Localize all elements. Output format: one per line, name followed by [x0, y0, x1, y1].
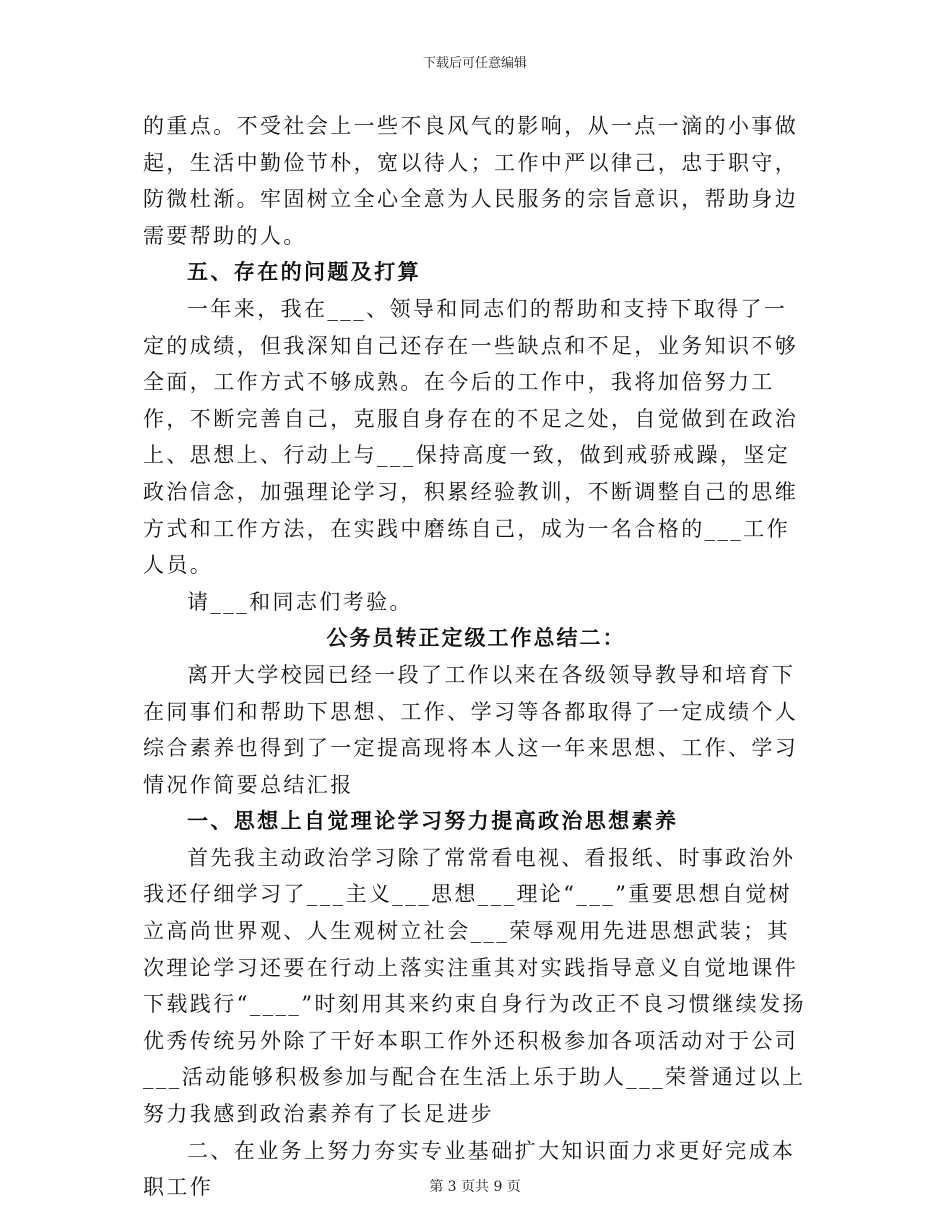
page-footer: 第 3 页共 9 页	[429, 1179, 521, 1195]
document-body	[143, 108, 809, 1206]
section-heading-problems: 五、存在的问题及打算	[187, 260, 421, 285]
document-subtitle: 公务员转正定级工作总结二：	[326, 626, 626, 651]
paragraph-closing: 请___和同志们考验。	[187, 589, 413, 614]
section-heading-business: 二、在业务上努力夯实专业基础扩大知识面力求更好完成本职工作	[143, 1138, 796, 1200]
paragraph-continued: 的重点。不受社会上一些不良风气的影响，从一点一滴的小事做起，生活中勤俭节朴，宽以待人；工作中严以律己，忠于职守，防微杜渐。牢固树立全心全意为人民服务的宗旨意识，帮助身边需要帮助的人。	[143, 114, 799, 248]
section-heading-thought: 一、思想上自觉理论学习努力提高政治思想素养	[187, 809, 679, 834]
paragraph-thought: 首先我主动政治学习除了常常看电视、看报纸、时事政治外我还仔细学习了___主义___思想___理论“___”重要思想自觉树立高尚世界观、人生观树立社会___荣辱观用先进思想武装；其次理论学习还要在行动上落实注重其对实践指导意义自觉地课件下载践行“____”时刻用其来约束自身行为改正不良习惯继续发扬优秀传统另外除了干好本职工作外还积极参加各项活动对于公司___活动能够积极参加与配合在生活上乐于助人___荣誉通过以上努力我感到政治素养有了长足进步	[143, 845, 806, 1127]
paragraph-intro: 离开大学校园已经一段了工作以来在各级领导教导和培育下在同事们和帮助下思想、工作、学习等各都取得了一定成绩个人综合素养也得到了一定提高现将本人这一年来思想、工作、学习情况作简要总结汇报	[143, 662, 799, 797]
page-header: 下载后可任意编辑	[422, 56, 527, 71]
paragraph-problems: 一年来，我在___、领导和同志们的帮助和支持下取得了一定的成绩，但我深知自己还存在一些缺点和不足，业务知识不够全面，工作方式不够成熟。在今后的工作中，我将加倍努力工作，不断完善自己，克服自身存在的不足之处，自觉做到在政治上、思想上、行动上与___保持高度一致，做到戒骄戒躁，坚定政治信念，加强理论学习，积累经验教训，不断调整自己的思维方式和工作方法，在实践中磨练自己，成为一名合格的___工作人员。	[143, 296, 799, 578]
